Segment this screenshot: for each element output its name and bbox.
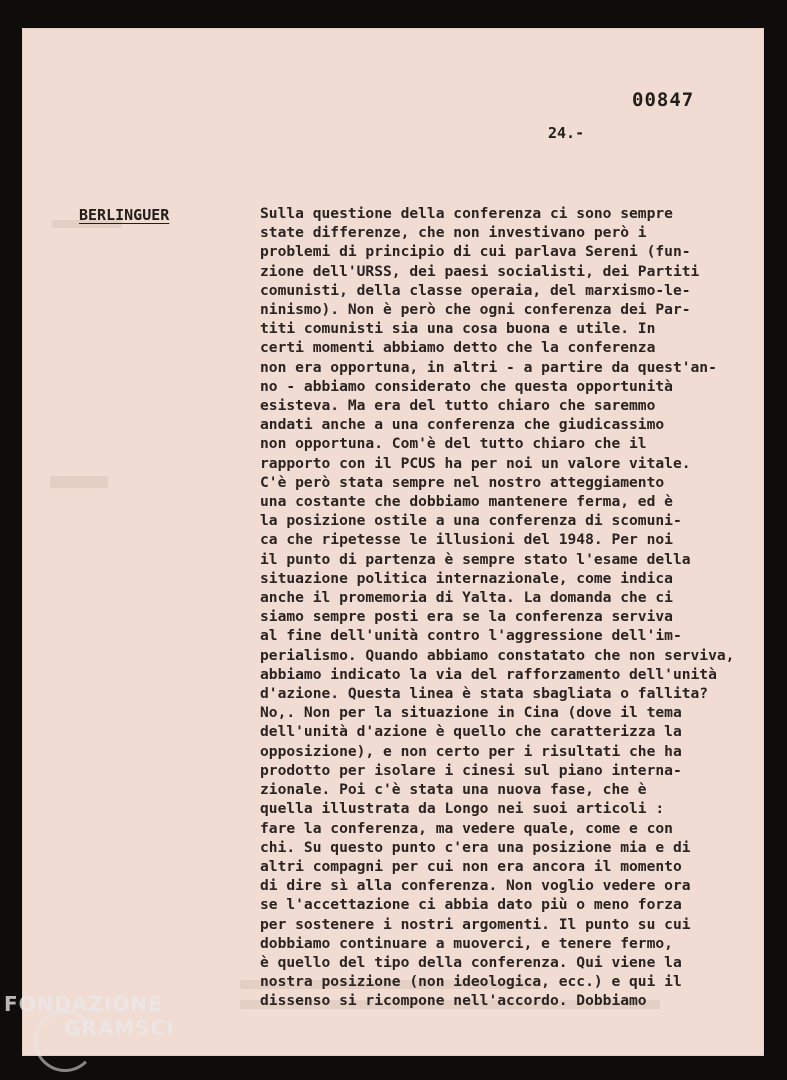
text-line: state differenze, che non investivano però i <box>260 224 647 242</box>
text-line: zione dell'URSS, dei paesi socialisti, dei Partiti <box>260 262 700 280</box>
text-line: andati anche a una conferenza che giudicassimo <box>260 416 665 434</box>
watermark-line-2: GRAMSCI <box>64 1016 175 1040</box>
text-line: rapporto con il PCUS ha per noi un valore vitale. <box>260 454 691 472</box>
text-line: anche il promemoria di Yalta. La domanda che ci <box>260 589 673 607</box>
text-line: chi. Su questo punto c'era una posizione mia e di <box>260 838 691 856</box>
bleed-through-mark <box>50 476 108 488</box>
text-line: se l'accettazione ci abbia dato più o meno forza <box>260 896 682 914</box>
text-line: Sulla questione della conferenza ci sono sempre <box>260 205 673 222</box>
text-line: No,. Non per la situazione in Cina (dove il tema <box>260 704 682 722</box>
text-line: al fine dell'unità contro l'aggressione dell'im- <box>260 627 682 645</box>
text-line: non opportuna. Com'è del tutto chiaro che il <box>260 435 647 453</box>
text-line: esisteva. Ma era del tutto chiaro che saremmo <box>260 397 656 415</box>
transcript-body <box>260 204 770 1011</box>
text-line: per sostenere i nostri argomenti. Il punto su cui <box>260 915 691 933</box>
text-line: di dire sì alla conferenza. Non voglio vedere ora <box>260 877 691 895</box>
text-line: dobbiamo continuare a muoverci, e tenere fermo, <box>260 934 673 952</box>
text-line: perialismo. Quando abbiamo constatato che non serviva, <box>260 646 735 664</box>
text-line: altri compagni per cui non era ancora il momento <box>260 857 682 875</box>
text-line: dissenso si ricompone nell'accordo. Dobbiamo <box>260 992 647 1010</box>
text-line: titi comunisti sia una cosa buona e utile. In <box>260 320 656 338</box>
text-line: C'è però stata sempre nel nostro atteggiamento <box>260 473 665 491</box>
watermark <box>4 994 175 1038</box>
text-line: dell'unità d'azione è quello che caratterizza la <box>260 723 682 741</box>
text-line: è quello del tipo della conferenza. Qui viene la <box>260 953 682 971</box>
archive-number: 00847 <box>632 89 695 111</box>
text-line: ninismo). Non è però che ogni conferenza dei Par- <box>260 301 691 319</box>
speaker-name: BERLINGUER <box>79 206 170 224</box>
text-line: fare la conferenza, ma vedere quale, come e con <box>260 819 673 837</box>
text-line: situazione politica internazionale, come indica <box>260 569 673 587</box>
text-line: siamo sempre posti era se la conferenza serviva <box>260 608 673 626</box>
text-line: ca che ripetesse le illusioni del 1948. Per noi <box>260 531 673 549</box>
text-line: comunisti, della classe operaia, del marxismo-le- <box>260 281 691 299</box>
text-line: no - abbiamo considerato che questa opportunità <box>260 377 673 395</box>
page-label: 24.- <box>548 124 585 142</box>
text-line: il punto di partenza è sempre stato l'esame della <box>260 550 691 568</box>
text-line: prodotto per isolare i cinesi sul piano interna- <box>260 761 682 779</box>
text-line: la posizione ostile a una conferenza di scomuni- <box>260 512 682 530</box>
text-line: d'azione. Questa linea è stata sbagliata o fallita? <box>260 685 709 703</box>
text-line: non era opportuna, in altri - a partire da quest'an- <box>260 358 717 376</box>
text-line: problemi di principio di cui parlava Sereni (fun- <box>260 243 691 261</box>
text-line: abbiamo indicato la via del rafforzamento dell'unità <box>260 665 717 683</box>
text-line: una costante che dobbiamo mantenere ferma, ed è <box>260 493 673 511</box>
text-line: opposizione), e non certo per i risultati che ha <box>260 742 682 760</box>
watermark-line-1: FONDAZIONE <box>4 992 163 1016</box>
text-line: certi momenti abbiamo detto che la conferenza <box>260 339 656 357</box>
text-line: zionale. Poi c'è stata una nuova fase, che è <box>260 781 647 799</box>
text-line: quella illustrata da Longo nei suoi articoli : <box>260 800 665 818</box>
text-line: nostra posizione (non ideologica, ecc.) e qui il <box>260 973 682 991</box>
